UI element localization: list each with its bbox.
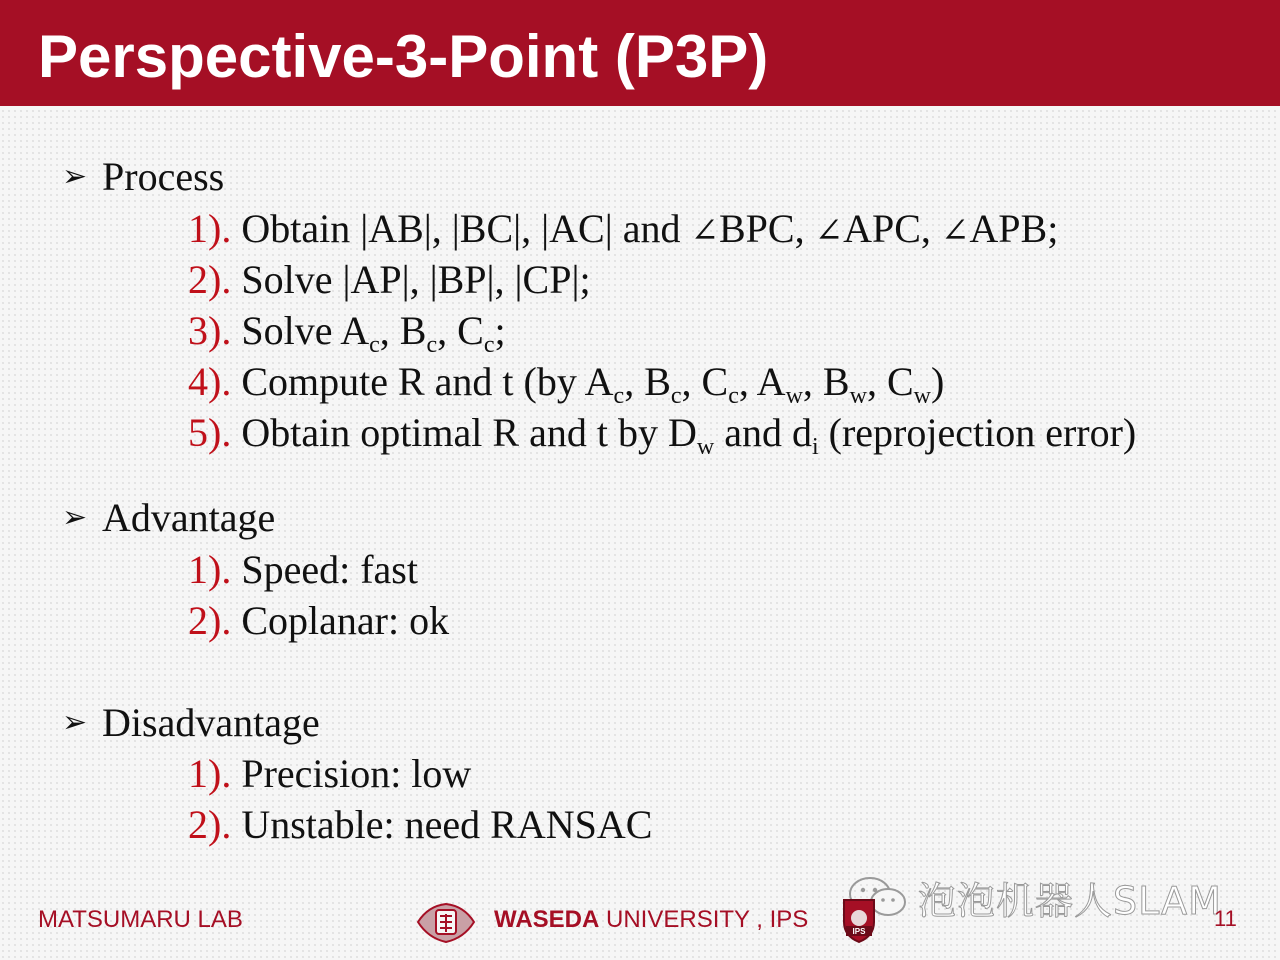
list-item xyxy=(188,802,652,848)
list-item: 5). Obtain optimal R and t by $D_w$ and $d_i$ (reprojection error) xyxy=(188,410,1137,460)
item-text: Speed: fast xyxy=(241,547,418,592)
item-number: 4). xyxy=(188,359,232,404)
section-heading: Disadvantage xyxy=(102,700,320,745)
university-name-bold: WASEDA xyxy=(494,906,600,933)
item-number: 1). xyxy=(188,206,232,251)
waseda-seal-icon xyxy=(414,896,478,948)
item-number: 3). xyxy=(188,308,232,353)
item-number: 1). xyxy=(188,547,232,592)
svg-text:IPS: IPS xyxy=(852,927,866,936)
item-number: 5). xyxy=(188,410,232,455)
section-advantage xyxy=(62,495,275,541)
footer-lab: MATSUMARU LAB xyxy=(38,906,243,933)
section-process xyxy=(62,154,224,200)
item-number: 1). xyxy=(188,751,232,796)
item-number: 2). xyxy=(188,257,232,302)
list-item xyxy=(188,547,418,593)
list-item: 3). Solve $A_c$, $B_c$, $C_c$; xyxy=(188,308,506,358)
section-heading: Advantage xyxy=(102,495,276,540)
slide-title: Perspective-3-Point (P3P) xyxy=(38,23,769,90)
item-number: 2). xyxy=(188,802,232,847)
section-heading: Process xyxy=(102,154,225,199)
item-number: 2). xyxy=(188,598,232,643)
ips-logo-icon xyxy=(838,896,880,944)
list-item: 4). Compute R and t (by $A_c$, $B_c$, $C_c$, $A_w$, $B_w$, $C_w$) xyxy=(188,359,945,409)
list-item: 1). Obtain |AB|, |BC|, |AC| and ∠BPC, ∠APC, ∠APB; xyxy=(188,206,1059,251)
watermark-text: 泡泡机器人SLAM xyxy=(918,879,1222,923)
arrowhead-bullet-icon: ➢ xyxy=(62,706,88,739)
item-text: Precision: low xyxy=(241,751,472,796)
list-item xyxy=(188,598,449,644)
university-name-rest: UNIVERSITY , IPS xyxy=(599,906,809,933)
page-number: 11 xyxy=(1214,906,1237,931)
arrowhead-bullet-icon: ➢ xyxy=(62,501,88,534)
arrowhead-bullet-icon: ➢ xyxy=(62,160,88,193)
item-text: Coplanar: ok xyxy=(241,598,450,643)
section-disadvantage xyxy=(62,700,320,746)
list-item xyxy=(188,751,471,797)
title-bar xyxy=(0,0,1280,106)
footer-university xyxy=(494,906,808,934)
list-item: 2). Solve |AP|, |BP|, |CP|; xyxy=(188,257,591,302)
item-text: Unstable: need RANSAC xyxy=(241,802,653,847)
